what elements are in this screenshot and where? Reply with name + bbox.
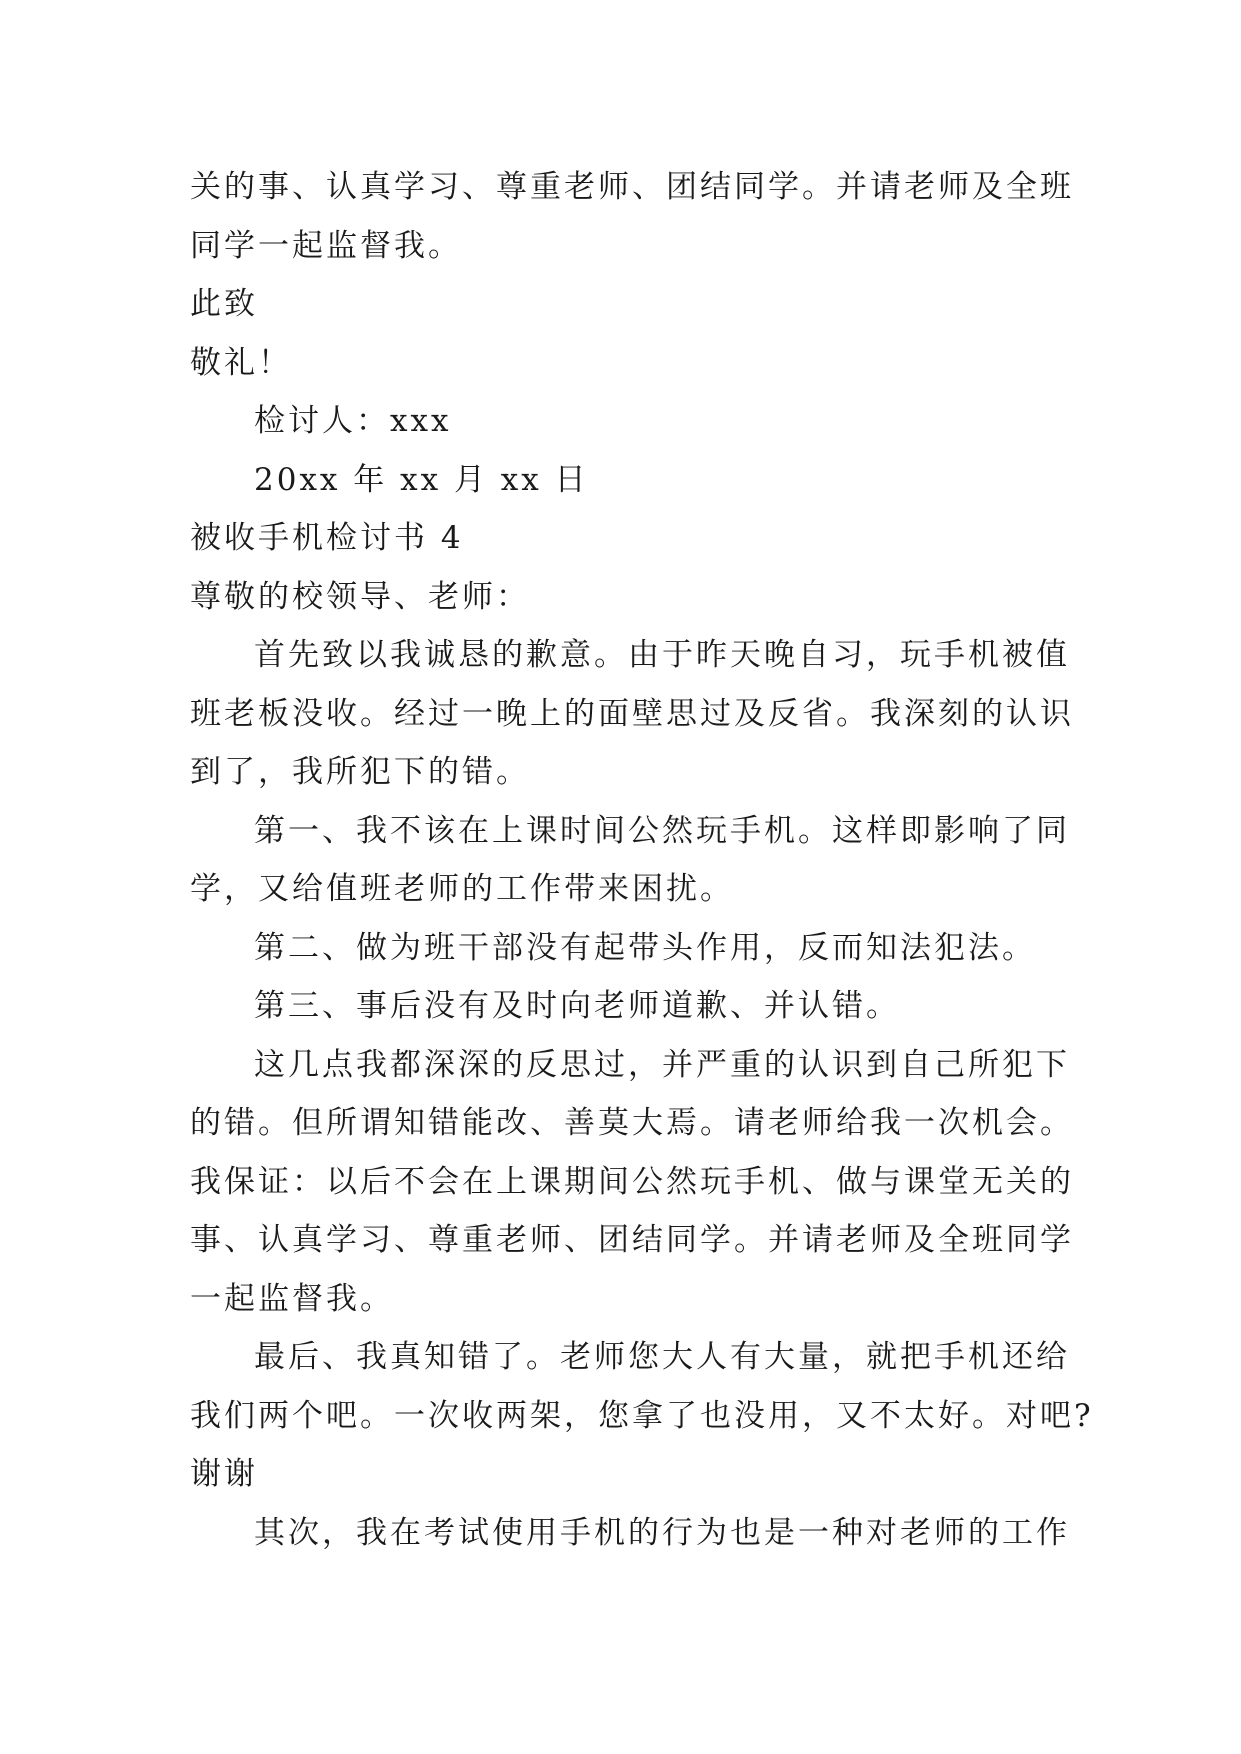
text-line: 的错。但所谓知错能改、善莫大焉。请老师给我一次机会。: [190, 1105, 1074, 1141]
text-line: 最后、我真知错了。老师您大人有大量，就把手机还给: [254, 1339, 1070, 1375]
text-line: 事、认真学习、尊重老师、团结同学。并请老师及全班同学: [190, 1222, 1074, 1258]
closing-regards: 敬礼！: [190, 344, 292, 381]
text-line: 谢谢: [190, 1456, 258, 1492]
text-line: 第一、我不该在上课时间公然玩手机。这样即影响了同: [254, 812, 1070, 849]
document-body: [190, 158, 1094, 1562]
text-line: 首先致以我诚恳的歉意。由于昨天晚自习，玩手机被值: [254, 637, 1070, 673]
signature-author: 检讨人：xxx: [254, 403, 452, 439]
text-line: 一起监督我。: [190, 1280, 394, 1317]
section-title: 被收手机检讨书 4: [190, 520, 464, 556]
text-line: 其次，我在考试使用手机的行为也是一种对老师的工作: [254, 1514, 1070, 1551]
signature-date: 20xx 年 xx 月 xx 日: [254, 461, 589, 498]
text-line: 第三、事后没有及时向老师道歉、并认错。: [254, 988, 900, 1024]
text-line: 我保证：以后不会在上课期间公然玩手机、做与课堂无关的: [190, 1163, 1074, 1200]
text-line: 到了，我所犯下的错。: [190, 754, 530, 790]
text-line: 关的事、认真学习、尊重老师、团结同学。并请老师及全班: [190, 169, 1074, 205]
text-line: 我们两个吧。一次收两架，您拿了也没用，又不太好。对吧?: [190, 1397, 1094, 1434]
text-line: 班老板没收。经过一晚上的面壁思过及反省。我深刻的认识: [190, 695, 1074, 732]
greeting: 尊敬的校领导、老师：: [190, 578, 530, 615]
text-line: 同学一起监督我。: [190, 227, 462, 264]
text-line: 第二、做为班干部没有起带头作用，反而知法犯法。: [254, 929, 1036, 966]
text-line: 这几点我都深深的反思过，并严重的认识到自己所犯下: [254, 1046, 1070, 1083]
text-line: 学，又给值班老师的工作带来困扰。: [190, 871, 734, 907]
closing-salutation: 此致: [190, 286, 258, 322]
